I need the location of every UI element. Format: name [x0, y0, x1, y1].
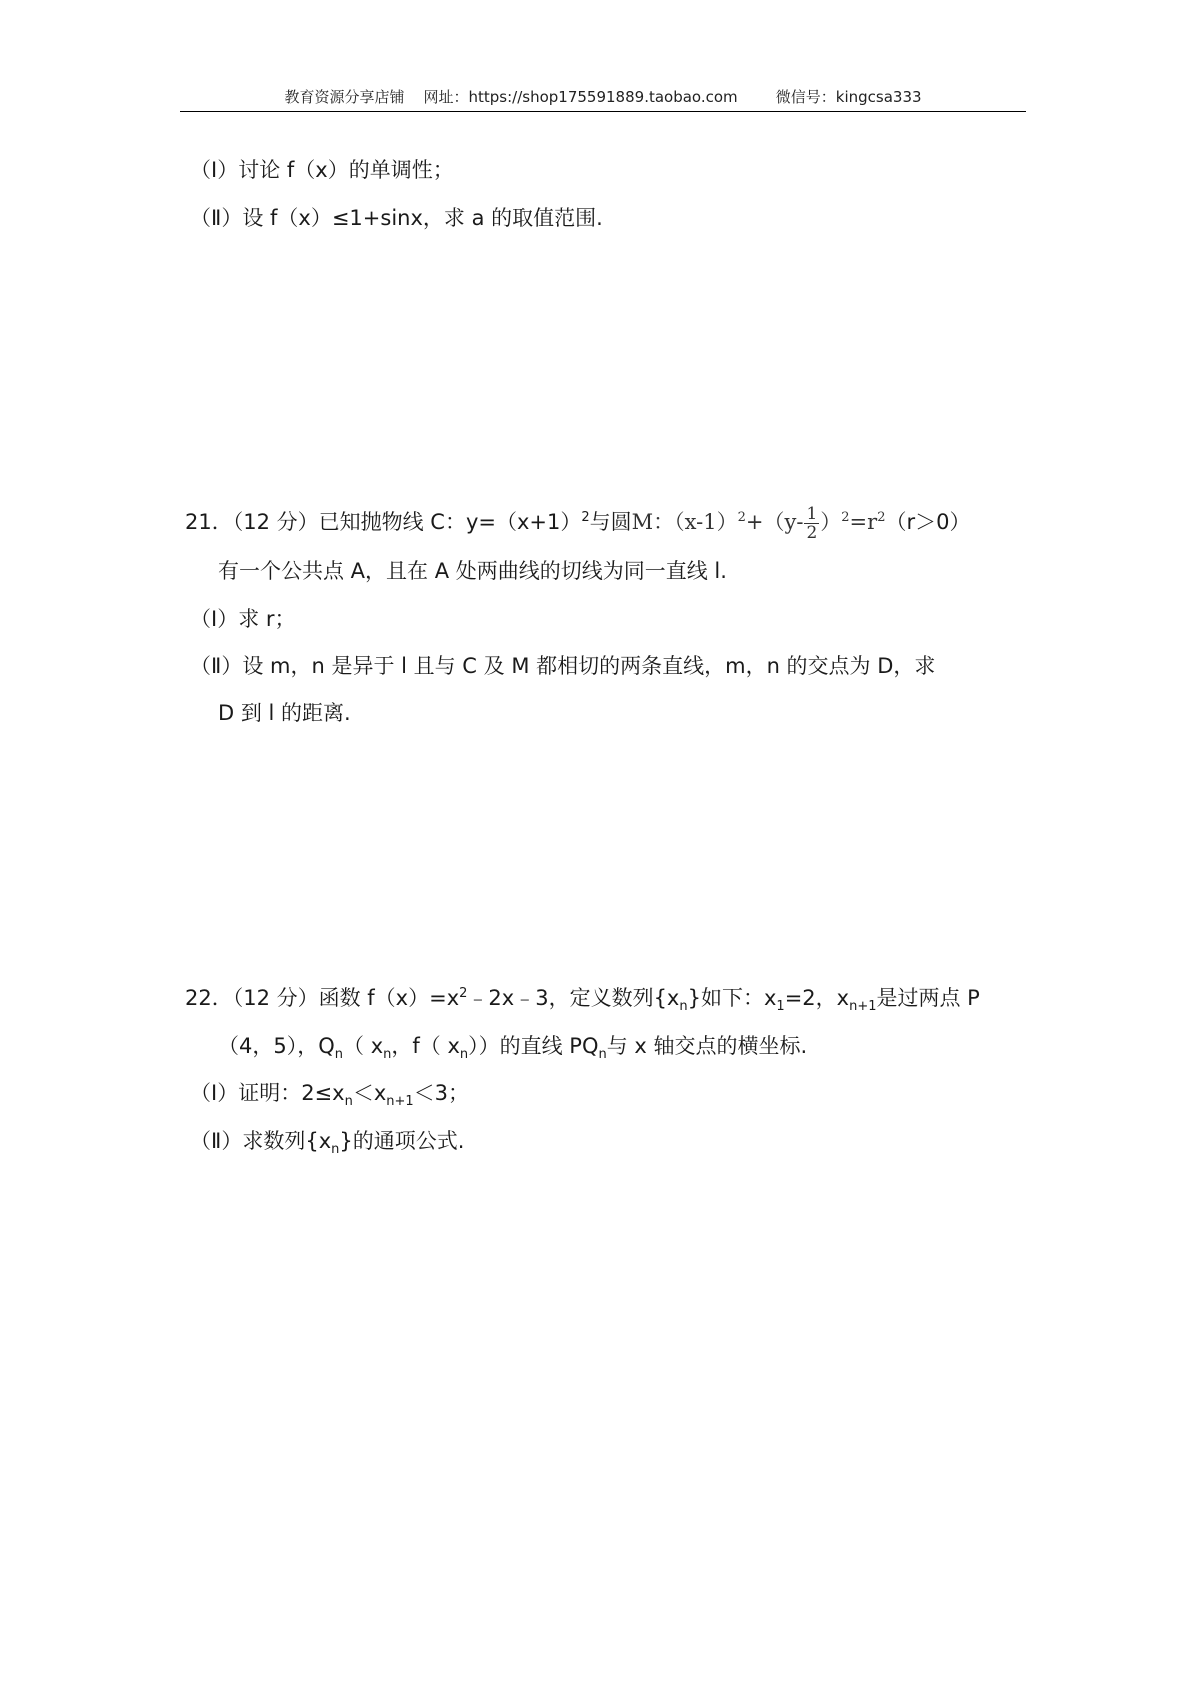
q21-part-2-line-2: D 到 l 的距离.: [218, 701, 351, 725]
q22-l1-c: }如下：x: [687, 986, 777, 1010]
eq-sup-c: 2: [841, 510, 850, 525]
eq-sup-d: 2: [877, 510, 886, 525]
q22-l2-sub4: n: [598, 1047, 607, 1063]
q22-p2-b: }的通项公式.: [339, 1129, 465, 1153]
fraction-numerator: 1: [806, 504, 818, 524]
eq-part-a: M：（x-1）: [631, 510, 738, 534]
q22-p2-sub: n: [331, 1142, 340, 1158]
q21-statement-line-2: 有一个公共点 A，且在 A 处两曲线的切线为同一直线 l.: [218, 559, 727, 583]
q22-l2-d: ））的直线 PQ: [468, 1034, 599, 1058]
prev-part-2: （Ⅱ）设 f（x）≤1+sinx，求 a 的取值范围.: [190, 206, 603, 230]
q22-statement-line-1: [185, 983, 980, 1013]
q22-l1-sub3: n+1: [849, 999, 877, 1015]
q22-l1-a: 22．（12 分）函数 f（x）=x: [185, 986, 460, 1010]
q21-mid: 与圆: [589, 510, 632, 534]
q21-part-2-line-1: （Ⅱ）设 m，n 是异于 l 且与 C 及 M 都相切的两条直线，m，n 的交点为 D，求: [190, 654, 936, 678]
eq-part-c: ）: [820, 510, 842, 534]
header-divider: [180, 111, 1026, 112]
q22-l1-b: ﹣2x﹣3，定义数列{x: [467, 986, 680, 1010]
eq-part-d: =r: [849, 510, 878, 534]
q22-l1-sub1: n: [679, 999, 688, 1015]
q22-l2-sub3: n: [459, 1047, 469, 1063]
q22-p1-a: （Ⅰ）证明：2≤x: [190, 1081, 345, 1105]
q22-l2-a: （4，5），Q: [218, 1034, 335, 1058]
q22-l2-b: （ x: [343, 1034, 384, 1058]
circle-equation: [631, 504, 886, 543]
q22-p1-b: ＜x: [352, 1081, 387, 1105]
eq-part-b: +（y-: [745, 510, 804, 534]
q22-p1-c: ＜3；: [413, 1081, 470, 1105]
q21-tail: （r＞0）: [885, 510, 971, 534]
q22-statement-line-2: [218, 1031, 807, 1061]
q22-p2-a: （Ⅱ）求数列{x: [190, 1129, 332, 1153]
q22-l2-c: ，f（ x: [391, 1034, 460, 1058]
q22-p1-sub1: n: [344, 1094, 353, 1110]
q21-statement-line-1: [185, 498, 970, 546]
q22-part-2: [190, 1126, 464, 1156]
q22-l2-sub2: n: [383, 1047, 392, 1063]
fraction-denominator: 2: [806, 523, 818, 543]
q22-l2-e: 与 x 轴交点的横坐标.: [606, 1034, 808, 1058]
q22-l1-sup: 2: [459, 986, 468, 1001]
q22-part-1: [190, 1078, 469, 1108]
q22-p1-sub2: n+1: [386, 1094, 414, 1110]
page-header: 教育资源分享店铺 网址：https://shop175591889.taobao.com 微信号：kingcsa333: [284, 88, 922, 106]
q22-l1-e: 是过两点 P: [876, 986, 980, 1010]
prev-part-1: （Ⅰ）讨论 f（x）的单调性；: [190, 158, 454, 182]
q22-l1-d: =2，x: [784, 986, 850, 1010]
q21-sup: 2: [581, 510, 590, 525]
q21-part-1: （Ⅰ）求 r；: [190, 607, 296, 631]
q21-prefix: 21．（12 分）已知抛物线 C：y=（x+1）: [185, 510, 582, 534]
q22-l2-sub1: n: [334, 1047, 344, 1063]
eq-fraction: [804, 505, 819, 542]
q22-l1-sub2: 1: [776, 999, 785, 1015]
eq-sup-a: 2: [737, 510, 746, 525]
